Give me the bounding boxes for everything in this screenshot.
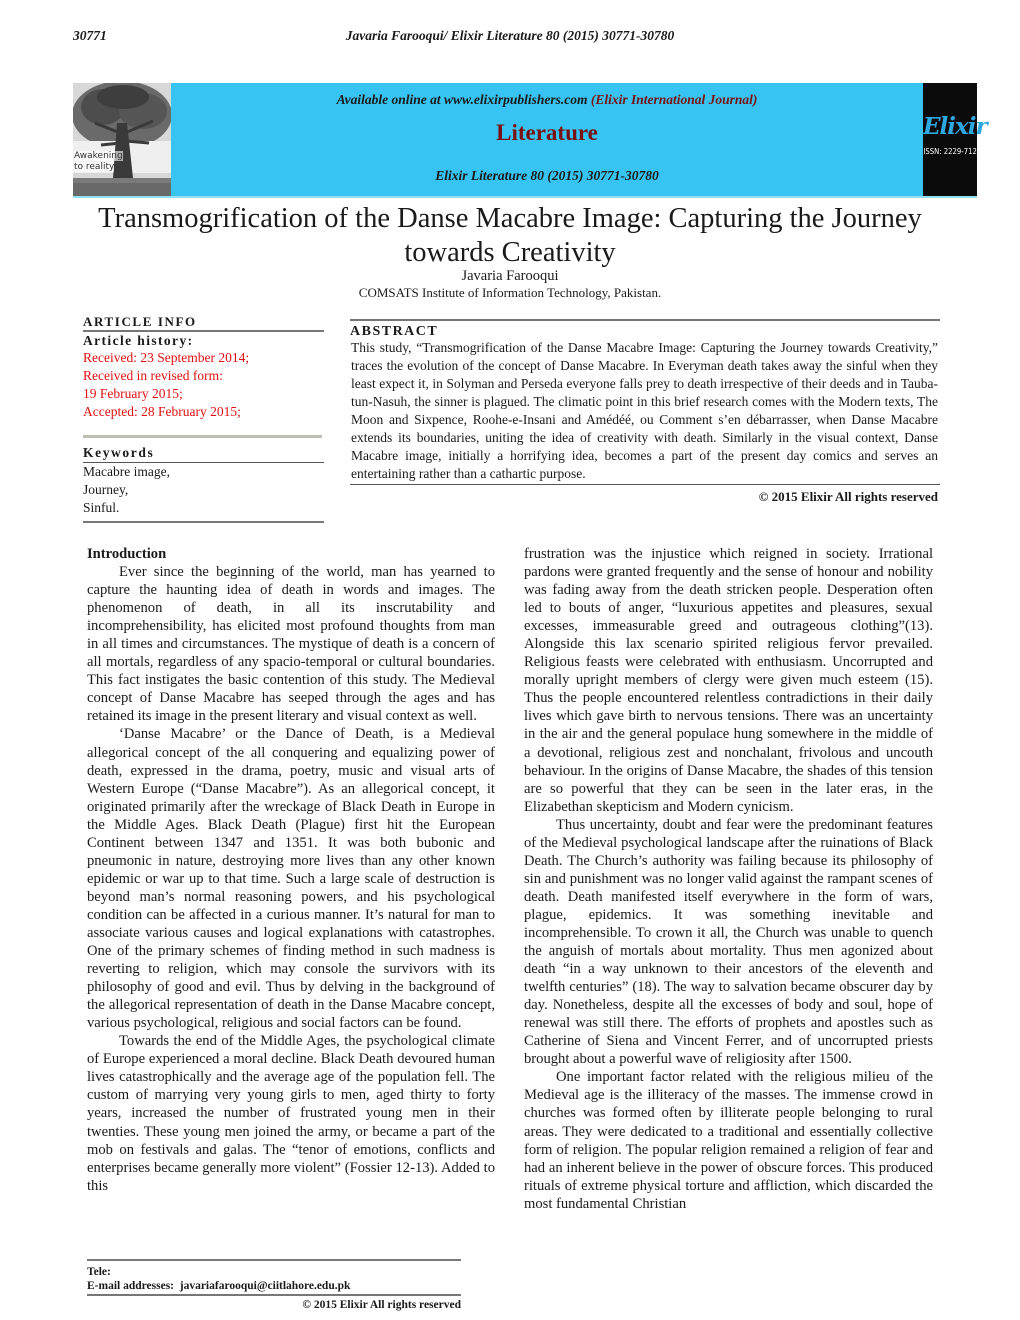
body-paragraph: Ever since the beginning of the world, man has yearned to capture the haunting idea of death in words and images. The phenomenon of death, in all its inscrutability and incomprehensibility, has elicited most profound thoughts from man in all times and circumstances. The mystique of death is a concern of all mortals, regardless of any spacio-temporal or cultural boundaries. This fact instigates the basic contention of this study. The Medieval concept of Danse Macabre has seeped through the ages and has retained its image in the present literary and visual context as well. — [87, 564, 495, 725]
article-info-heading: ARTICLE INFO — [83, 314, 324, 332]
availability-line — [171, 92, 923, 108]
banner-citation: Elixir Literature 80 (2015) 30771-30780 — [435, 168, 659, 183]
keywords-bottom-rule — [83, 517, 324, 523]
issn-label: ISSN: 2229-712X — [923, 147, 982, 156]
author-name: Javaria Farooqui — [461, 268, 559, 284]
abstract-top-rule — [350, 319, 940, 321]
abstract — [350, 319, 940, 505]
journal-banner — [73, 83, 987, 196]
running-citation: Javaria Farooqui/ Elixir Literature 80 (2015) 30771-30780 — [345, 28, 675, 43]
keywords-heading: Keywords — [83, 444, 324, 463]
email-address[interactable]: javariafarooqui@ciitlahore.edu.pk — [179, 1280, 351, 1292]
body-paragraph: Thus uncertainty, doubt and fear were the predominant features of the Medieval psychological landscape after the ruinations of Black Death. The Church’s authority was failing because its philosophy of sin and punishment was no longer valid against the rampant scenes of death. Death manifested itself everywhere in the form of wars, plague, epidemics. It was something inevitable and incomprehensible. To crown it all, the Church was unable to quench the anguish of mortals about mortality. Thus men agonized about death “in a way unknown to their ancestors of the eleventh and twelfth centuries” (18). The way to salvation became obscurer day by day. Nonetheless, despite all the excesses of body and soul, hope of renewal was still there. The efforts of prophets and apostles such as Catherine of Siena and Vincent Ferrer, and of uncorrupted priests brought about a powerful wave of religiosity after 1500. — [524, 816, 933, 1068]
tree-logo-caption-2: to reality — [74, 162, 115, 172]
banner-center — [171, 83, 923, 196]
keyword: Sinful. — [83, 500, 120, 515]
keyword: Journey, — [83, 482, 129, 497]
availability-text: Available online at www.elixirpublishers.com — [336, 92, 591, 107]
paper-title: Transmogrification of the Danse Macabre Image: Capturing the Journey towards Creativity — [98, 203, 922, 268]
banner-underline — [73, 196, 977, 198]
running-header — [0, 28, 1020, 48]
body-column-right — [524, 545, 933, 1213]
history-accepted: Accepted: 28 February 2015; — [83, 404, 241, 419]
footnote-copyright: © 2015 Elixir All rights reserved — [302, 1299, 461, 1311]
page-number: 30771 — [73, 28, 107, 43]
footnote — [87, 1259, 461, 1313]
footnote-tele: Tele: — [87, 1259, 461, 1279]
tree-icon — [73, 83, 171, 196]
body-column-left — [87, 545, 495, 1195]
body-paragraph: Towards the end of the Middle Ages, the psychological climate of Europe experienced a moral decline. Black Death devoured human lives catastrophically and the average age of the population fell. The custom of marrying very young girls to men, aged thirty to forty years, increased the number of frustrated young men in their twenties. These young men joined the army, or became a part of the mob on festivals and galas. The “tenor of emotions, conflicts and enterprises became generally more violent” (Fossier 12-13). Added to this — [87, 1033, 495, 1194]
section-heading-introduction: Introduction — [87, 546, 167, 562]
tree-logo-caption-1: Awakening — [74, 151, 123, 161]
body-paragraph: ‘Danse Macabre’ or the Dance of Death, is a Medieval allegorical concept of the all conquering and equalizing power of death, expressed in the drama, poetry, music and visual arts of Western Europe (“Danse Macabre”). As an allegorical concept, it originated primarily after the wreckage of Black Death in Europe in the Middle Ages. Black Death (Plague) first hit the European Continent between 1347 and 1351. It was both bubonic and pneumonic in nature, destroying more lives than any other known epidemic or war up to that time. Such a large scale of destruction is beyond man’s normal reasoning powers, and his psychological condition can be affected in a curious manner. It’s natural for man to associate various causes and logical explanations with catastrophes. One of the primary schemes of finding method in such madness is reverting to religion, which may console the survivors with its philosophy of good and evil. Thus by delving in the background of the allegorical representation of death in the Danse Macabre concept, various psychological, religious and social factors can be found. — [87, 726, 495, 1032]
elixir-wordmark: Elixir — [923, 113, 987, 140]
body-paragraph-continued: frustration was the injustice which reigned in society. Irrational pardons were granted frequently and the sense of honour and nobility was fading away from the death stricken people. Desperation often led to bouts of anger, “luxurious appetites and pleasures, sexual excesses, immeasurable greed and outrageous clothing”(13). Alongside this lax scenario spirited religious fervor prevailed. Religious feasts were celebrated with enthusiasm. Uncorrupted and morally upright members of clergy were given much esteem (15). Thus the people encountered relentless contradictions in their daily lives which gave birth to nervous tensions. There was an uncertainty in the air and the general populace hung somewhere in the middle of a devotional, religious zest and nonchalant, frivolous and uncouth behaviour. In the origins of Danse Macabre, the shades of this tension are so powerful that they can be seen in the later eras, in the Elizabethan skepticism and Modern cynicism. — [524, 546, 933, 815]
abstract-copyright: © 2015 Elixir All rights reserved — [758, 489, 938, 504]
journal-section: Literature — [496, 120, 598, 145]
footnote-email-line — [87, 1279, 461, 1296]
tree-logo-image — [73, 83, 171, 196]
abstract-heading: ABSTRACT — [350, 324, 439, 339]
article-info — [83, 314, 324, 523]
body-paragraph: One important factor related with the religious milieu of the Medieval age is the illiteracy of the masses. The immense crowd in churches was formed often by illiterate people belonging to rural areas. They were dedicated to a traditional and essentially collective form of religion. The popular religion remained a religion of fear and had an inherent believe in the power of obscure forces. This produced rituals of extreme physical torture and affliction, which discarded the most fundamental Christian — [524, 1069, 933, 1212]
author-affiliation: COMSATS Institute of Information Technology, Pakistan. — [358, 285, 662, 300]
email-label: E-mail addresses: — [87, 1280, 174, 1292]
elixir-logo — [923, 83, 987, 196]
journal-type: (Elixir International Journal) — [590, 92, 758, 107]
article-history-heading: Article history: — [83, 333, 194, 348]
info-separator — [83, 435, 322, 438]
keyword: Macabre image, — [83, 464, 170, 479]
history-revised-label: Received in revised form: — [83, 368, 223, 383]
abstract-bottom-rule — [350, 484, 940, 485]
history-received: Received: 23 September 2014; — [83, 350, 250, 365]
history-revised-date: 19 February 2015; — [83, 386, 183, 401]
abstract-text: This study, “Transmogrification of the Danse Macabre Image: Capturing the Journey towards Creativity,” traces the evolution of the concept of Danse Macabre. In Everyman death takes away the sinful when they least expect it, in Solyman and Perseda everyone falls prey to death irrespective of their deeds and in Tauba-tun-Nasuh, the sinner is plagued. The climatic point in this brief research comes with the Modern texts, The Moon and Sixpence, Roohe-e-Insani and Amédéé, ou Comment s’en débarrasser, when Danse Macabre extends its boundaries, uniting the idea of creativity with death. Similarly in the visual context, Danse Macabre image, initially a horrifying idea, becomes a part of the present day comics and serves an entertaining rather than a cathartic purpose. — [351, 340, 938, 481]
